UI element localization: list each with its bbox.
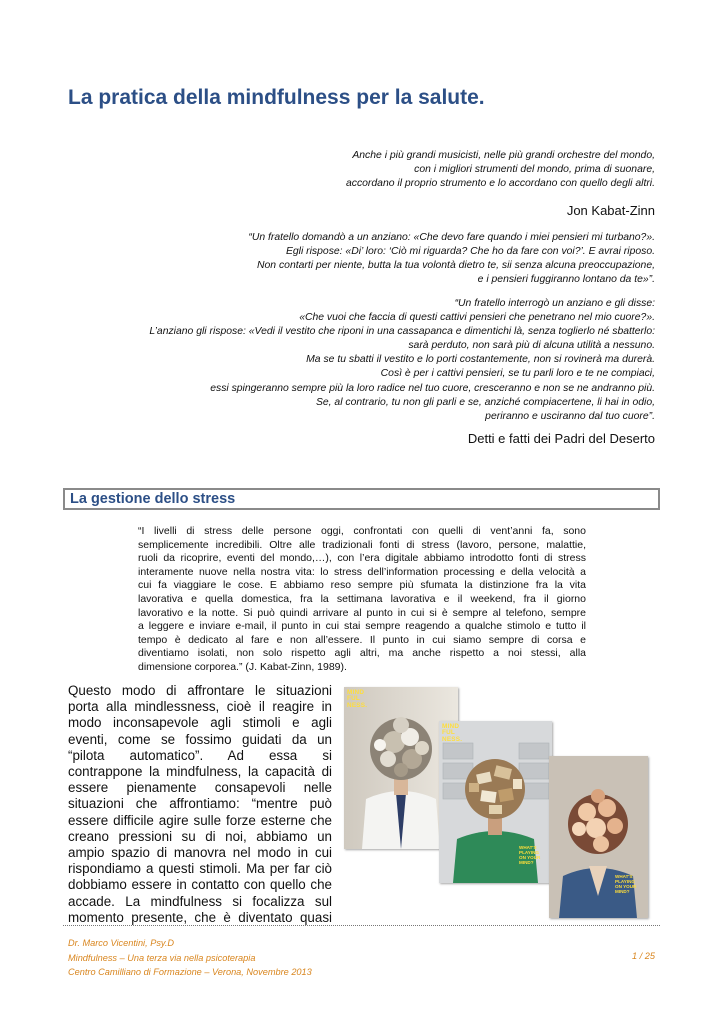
quote-line: Non contarti per niente, butta la tua volontà dietro te, sii senza alcuna preoccupazione, (257, 260, 655, 272)
quote-line: lavorativo e la notte. Si può quindi arrivare al punto in cui si è sempre al telefono, sempre (138, 606, 586, 619)
body-line: accade. La mindfulness si focalizza sul (68, 893, 332, 909)
quote-line: Egli rispose: «Di’ loro: ‘Ciò mi riguarda? Che ho da fare con voi?’. E avrai riposo. (285, 246, 655, 258)
footer-course: Mindfulness – Una terza via nella psicoterapia (68, 952, 256, 963)
poster-label: MIND FUL NESS. (442, 723, 463, 743)
quote-line: dimensione corporea.” (J. Kabat-Zinn, 1989). (138, 660, 347, 673)
body-line: essere difficile agire sulle forze esterne che (68, 812, 332, 828)
body-line: rispondiamo a questi stimoli. Ma per far ciò (68, 861, 332, 877)
body-line: dobbiamo essere in contatto con quello che (68, 877, 332, 893)
quote-line: L’anziano gli rispose: «Vedi il vestito che riponi in una cassapanca e dimentichi là, senza toglierlo né sbatterlo: (149, 326, 655, 338)
poster-boxes-head (439, 721, 552, 883)
body-line: creano pressioni su di noi, abbiamo un (68, 828, 332, 844)
body-line: porta alla mindlessness, cioè il reagire in (68, 699, 332, 715)
body-paragraph (68, 683, 332, 926)
quote-line: ruoli da ricoprire, eventi del mondo,…), con l’era digitale abbiamo introdotto fonti di stress (138, 552, 586, 565)
quote-line: tempo è dedicato al fare e non all’essere. Il punto in cui siamo sempre di corsa e (138, 633, 586, 646)
section-header (63, 488, 660, 510)
footer-divider (63, 925, 660, 926)
section-title: La gestione dello stress (70, 491, 236, 507)
quote-line: “I livelli di stress delle persone oggi, confrontati con quelli di vent’anni fa, sono (138, 525, 586, 537)
poster-tag: WHAT'S PLAYING ON YOUR MIND? (519, 845, 541, 865)
quote-line: “Un fratello interrogò un anziano e gli disse: (454, 298, 655, 309)
poster-dolls-head (549, 756, 648, 918)
desert-fathers-quote-1 (248, 231, 655, 287)
quote-line: semplicemente incredibili. Oltre alle tradizionali fonti di stress (lavoro, persone, malattie, (138, 538, 586, 551)
quote-line: «Che vuoi che faccia di questi cattivi pensieri che penetrano nel mio cuore?». (299, 312, 655, 324)
footer-author: Dr. Marco Vicentini, Psy.D (68, 938, 175, 948)
quote-line: diventiamo isolati, non solo rispetto agli altri, ma anche rispetto a noi stessi, alla (138, 647, 586, 660)
desert-fathers-quote-2 (149, 297, 655, 424)
body-line: ampio spazio di manovra nel modo in cui (68, 845, 332, 861)
quote-line: cui fa viaggiare le cose. E abbiamo reso sempre più sfumata la distinzione fra la vita (138, 579, 586, 592)
page-number: 1 / 25 (632, 951, 655, 961)
epigraph-quote (346, 149, 655, 191)
quote-line: a leggere e inviare e-mail, il punto in cui stai sempre reagendo a qualche stimolo e tutto il (138, 620, 586, 633)
footer (68, 936, 312, 980)
kabat-zinn-quote (138, 525, 586, 675)
body-line: modo inconsapevole agli stimoli e agli (68, 715, 332, 731)
quote-line: “Un fratello domandò a un anziano: «Che devo fare quando i miei pensieri mi turbano?». (248, 232, 655, 243)
quote-line: lavorativa e quella domestica, fra la settimana lavorativa e il weekend, fra il giorno (138, 592, 586, 605)
quote-line: periranno e usciranno dal tuo cuore”. (485, 410, 655, 422)
quote-line: essi spingeranno sempre più la loro radice nel tuo cuore, cresceranno e non se ne andranno più. (210, 382, 655, 394)
epigraph-line: con i migliori strumenti del mondo, prima di suonare, (414, 164, 655, 176)
quote-line: sarà perduto, non sarà più di alcuna utilità a nessuno. (408, 340, 655, 352)
epigraph-author: Jon Kabat-Zinn (566, 203, 655, 218)
desert-fathers-source: Detti e fatti dei Padri del Deserto (467, 431, 655, 446)
epigraph-line: Anche i più grandi musicisti, nelle più grandi orchestre del mondo, (352, 150, 655, 161)
body-line: momento presente, che è diventato quasi (68, 909, 332, 925)
document-title: La pratica della mindfulness per la salute. (68, 86, 485, 109)
footer-venue: Centro Camilliano di Formazione – Verona, Novembre 2013 (68, 967, 312, 977)
body-line: situazioni che affrontiamo: “mentre può (68, 796, 332, 812)
body-line: Questo modo di affrontare le situazioni (68, 683, 332, 698)
poster-label: MIND FUL NESS. (347, 689, 368, 709)
quote-line: interamente nuove nella nostra vita: lo stress dell’information processing e della velocità a (138, 565, 586, 578)
quote-line: Ma se tu sbatti il vestito e lo porti costantemente, non si rovinerà ma durerà. (306, 354, 655, 366)
body-line: eventi, come se fossimo guidati da un (68, 731, 332, 747)
epigraph-line: accordano il proprio strumento e lo accordano con quello degli altri. (345, 178, 655, 190)
poster-tag: WHAT'S PLAYING ON YOUR MIND? (615, 874, 637, 894)
quote-line: Se, al contrario, tu non gli parli e se, anziché compiacertene, li hai in odio, (315, 396, 655, 408)
body-line: “pilota automatico”. Ad essa si (68, 747, 332, 763)
body-line: contrappone la mindfulness, la capacità di (68, 764, 332, 780)
quote-line: Così è per i cattivi pensieri, se tu parli loro e te ne compiaci, (380, 368, 655, 380)
body-line: essere pienamente consapevoli nelle (68, 780, 332, 796)
quote-line: e i pensieri fuggiranno lontano da te»”. (477, 274, 655, 286)
